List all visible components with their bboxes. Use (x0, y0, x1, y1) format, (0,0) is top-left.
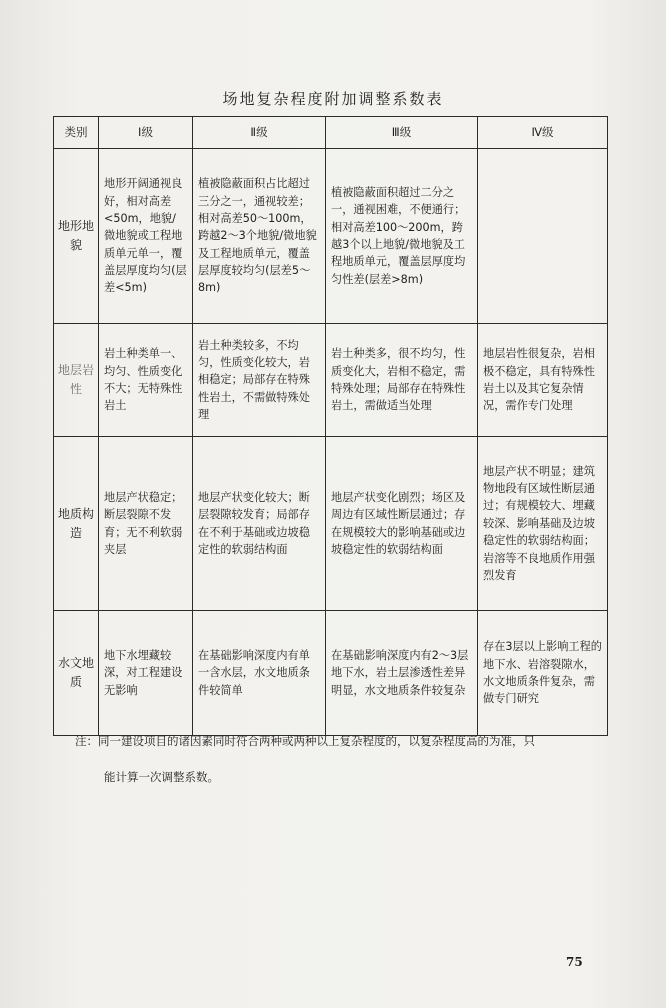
column-header-level-2: Ⅱ级 (193, 117, 326, 149)
page-number: 75 (566, 955, 583, 969)
table-cell: 地层产状不明显；建筑物地段有区域性断层通过；有规模较大、埋藏较深、影响基础及边坡稳定性的软弱结构面；岩溶等不良地质作用强烈发育 (478, 437, 608, 611)
row-category: 水文地质 (54, 611, 99, 736)
note-line-1: 注：同一建设项目的诸因素同时符合两种或两种以上复杂程度的，以复杂程度高的为准，只 (75, 734, 535, 748)
row-category: 地形地貌 (54, 149, 99, 324)
row-category: 地质构造 (54, 437, 99, 611)
table-row-hydrogeology (54, 611, 608, 736)
table-cell: 地层产状稳定；断层裂隙不发育；无不利软弱夹层 (99, 437, 193, 611)
table-cell (478, 149, 608, 324)
table-cell: 地层产状变化剧烈；场区及周边有区域性断层通过；存在规模较大的影响基础或边坡稳定性的软弱结构面 (326, 437, 478, 611)
table-cell: 岩土种类多，很不均匀，性质变化大，岩相不稳定，需特殊处理；局部存在特殊性岩土，需做适当处理 (326, 324, 478, 437)
column-header-level-3: Ⅲ级 (326, 117, 478, 149)
column-header-level-4: Ⅳ级 (478, 117, 608, 149)
table-cell: 地下水埋藏较深，对工程建设无影响 (99, 611, 193, 736)
table-cell: 岩土种类较多，不均匀，性质变化较大，岩相稳定；局部存在特殊性岩土，不需做特殊处理 (193, 324, 326, 437)
row-category: 地层岩性 (54, 324, 99, 437)
table-row-geologic-structure (54, 437, 608, 611)
note-line-2: 能计算一次调整系数。 (104, 770, 219, 784)
table-cell: 植被隐蔽面积超过二分之一，通视困难，不便通行；相对高差100～200m，跨越3个以上地貌/微地貌及工程地质单元，覆盖层厚度均匀性差(层差>8m) (326, 149, 478, 324)
adjustment-coefficient-table (53, 116, 608, 736)
table-row-terrain (54, 149, 608, 324)
table-note (75, 723, 595, 795)
table-cell: 地层产状变化较大；断层裂隙较发育；局部存在不利于基础或边坡稳定性的软弱结构面 (193, 437, 326, 611)
table-row-lithology (54, 324, 608, 437)
table-cell: 在基础影响深度内有2～3层地下水，岩土层渗透性差异明显，水文地质条件较复杂 (326, 611, 478, 736)
column-header-level-1: Ⅰ级 (99, 117, 193, 149)
table-cell: 存在3层以上影响工程的地下水、岩溶裂隙水，水文地质条件复杂，需做专门研究 (478, 611, 608, 736)
table-cell: 岩土种类单一、均匀、性质变化不大；无特殊性岩土 (99, 324, 193, 437)
table-cell: 在基础影响深度内有单一含水层，水文地质条件较简单 (193, 611, 326, 736)
table-cell: 地层岩性很复杂，岩相极不稳定，具有特殊性岩土以及其它复杂情况，需作专门处理 (478, 324, 608, 437)
table-title: 场地复杂程度附加调整系数表 (222, 90, 444, 108)
table-cell: 植被隐蔽面积占比超过三分之一，通视较差；相对高差50～100m，跨越2～3个地貌/微地貌及工程地质单元，覆盖层厚度较均匀(层差5～8m) (193, 149, 326, 324)
table-header-row (54, 117, 608, 149)
column-header-category: 类别 (54, 117, 99, 149)
table-cell: 地形开阔通视良好，相对高差<50m，地貌/微地貌或工程地质单元单一，覆盖层厚度均匀(层差<5m) (99, 149, 193, 324)
